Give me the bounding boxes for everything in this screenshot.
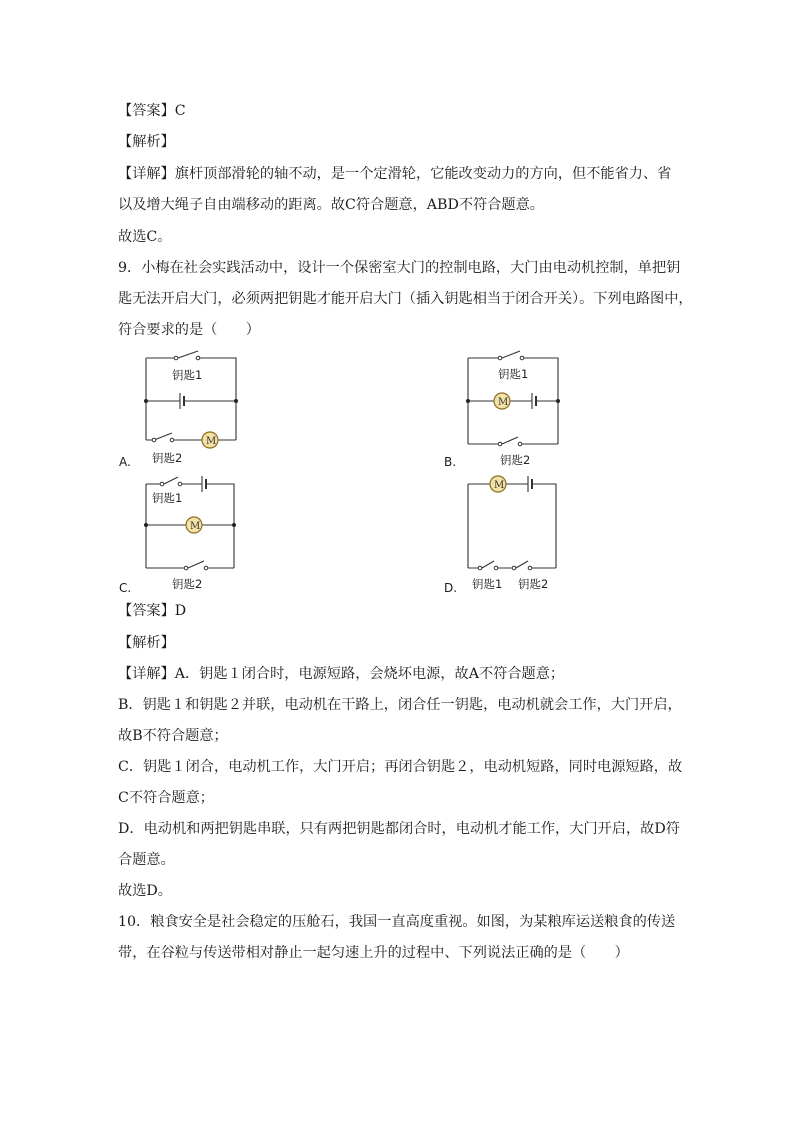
option-a-circuit (140, 348, 250, 470)
key2-label: 钥匙2 (172, 577, 203, 591)
option-d-circuit (462, 472, 572, 596)
q9-detail-line-3: 故B不符合题意； (118, 728, 228, 744)
q9-analysis-heading: 【解析】 (118, 635, 175, 651)
key1-label: 钥匙1 (152, 491, 183, 505)
q8-analysis-heading: 【解析】 (118, 134, 175, 150)
motor-label: M (494, 480, 505, 491)
key2-label: 钥匙2 (518, 577, 549, 591)
q9-detail-line-2: B．钥匙１和钥匙２并联，电动机在干路上，闭合任一钥匙，电动机就会工作，大门开启， (118, 697, 682, 713)
option-c-label: C. (119, 581, 132, 595)
q8-detail-line-1: 【详解】旗杆顶部滑轮的轴不动，是一个定滑轮，它能改变动力的方向，但不能省力、省 (118, 166, 672, 182)
q9-detail-line-5: C不符合题意； (118, 790, 214, 806)
key2-label: 钥匙2 (152, 451, 183, 465)
motor-label: M (498, 397, 509, 408)
q9-final-answer: 故选D。 (118, 883, 172, 899)
key2-label: 钥匙2 (500, 453, 531, 467)
motor-label: M (190, 521, 201, 532)
q10-stem-line-1: 10．粮食安全是社会稳定的压舱石，我国一直高度重视。如图，为某粮库运送粮食的传送 (118, 914, 676, 930)
option-a-label: A. (119, 455, 131, 469)
q9-detail-line-7: 合题意。 (118, 852, 175, 868)
q8-detail-line-2: 以及增大绳子自由端移动的距离。故C符合题意，ABD不符合题意。 (118, 197, 544, 213)
option-b-label: B. (444, 455, 457, 469)
option-b-circuit (462, 348, 572, 470)
option-d-label: D. (444, 581, 458, 595)
key1-label: 钥匙1 (472, 577, 503, 591)
q9-stem-line-3: 符合要求的是（ ） (118, 322, 260, 338)
q8-answer: 【答案】C (118, 103, 186, 119)
q8-final-answer: 故选C。 (118, 229, 172, 245)
q9-answer: 【答案】D (118, 603, 187, 619)
q9-detail-line-4: C．钥匙１闭合，电动机工作，大门开启；再闭合钥匙２，电动机短路，同时电源短路，故 (118, 759, 683, 775)
q9-stem-line-1: 9．小梅在社会实践活动中，设计一个保密室大门的控制电路，大门由电动机控制，单把钥 (118, 260, 681, 276)
q9-detail-line-1: 【详解】A．钥匙１闭合时，电源短路，会烧坏电源，故A不符合题意； (118, 666, 565, 682)
q9-stem-line-2: 匙无法开启大门，必须两把钥匙才能开启大门（插入钥匙相当于闭合开关）。下列电路图中， (118, 291, 693, 307)
key1-label: 钥匙1 (172, 368, 203, 382)
option-c-circuit (140, 472, 250, 596)
q9-detail-line-6: D．电动机和两把钥匙串联，只有两把钥匙都闭合时，电动机才能工作，大门开启，故D符 (118, 821, 680, 837)
key1-label: 钥匙1 (498, 367, 529, 381)
motor-label: M (206, 436, 217, 447)
q10-stem-line-2: 带，在谷粒与传送带相对静止一起匀速上升的过程中、下列说法正确的是（ ） (118, 945, 629, 961)
